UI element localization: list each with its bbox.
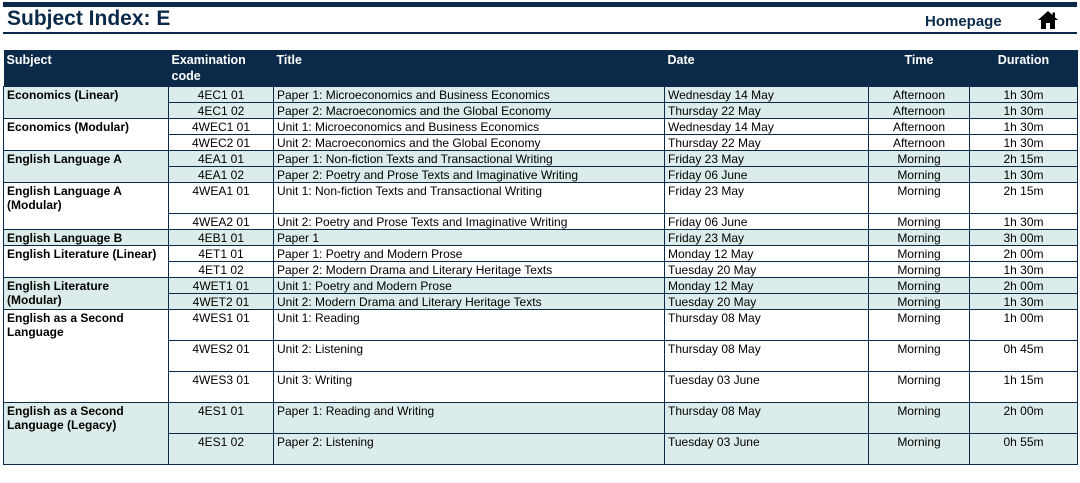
subject-cell: English as a Second Language: [4, 310, 169, 403]
subject-index-table: [3, 50, 1078, 465]
date-cell: Friday 06 June: [665, 167, 869, 183]
title-cell: Unit 2: Listening: [274, 341, 665, 372]
duration-cell: 1h 30m: [970, 103, 1078, 119]
column-header-date: Date: [665, 50, 869, 87]
column-header-title: Title: [274, 50, 665, 87]
time-cell: Afternoon: [869, 103, 970, 119]
subject-cell: English Literature (Modular): [4, 278, 169, 310]
code-cell: 4ES1 02: [169, 434, 274, 465]
code-cell: 4ES1 01: [169, 403, 274, 434]
time-cell: Morning: [869, 434, 970, 465]
time-cell: Afternoon: [869, 135, 970, 151]
subject-cell: Economics (Modular): [4, 119, 169, 151]
title-cell: Unit 1: Microeconomics and Business Economics: [274, 119, 665, 135]
table-row: [4, 278, 1078, 294]
duration-cell: 1h 00m: [970, 310, 1078, 341]
duration-cell: 2h 00m: [970, 246, 1078, 262]
time-cell: Morning: [869, 262, 970, 278]
code-cell: 4WEA2 01: [169, 214, 274, 230]
code-cell: 4EA1 01: [169, 151, 274, 167]
code-cell: 4WES2 01: [169, 341, 274, 372]
time-cell: Morning: [869, 230, 970, 246]
title-cell: Paper 2: Listening: [274, 434, 665, 465]
table-row: [4, 230, 1078, 246]
table-row: [4, 151, 1078, 167]
title-cell: Paper 1: Poetry and Modern Prose: [274, 246, 665, 262]
column-header-duration: Duration: [970, 50, 1078, 87]
page-title: Subject Index: E: [7, 7, 171, 30]
title-cell: Paper 2: Macroeconomics and the Global Economy: [274, 103, 665, 119]
title-cell: Unit 1: Poetry and Modern Prose: [274, 278, 665, 294]
subject-cell: Economics (Linear): [4, 87, 169, 119]
duration-cell: 1h 30m: [970, 167, 1078, 183]
duration-cell: 1h 30m: [970, 262, 1078, 278]
date-cell: Friday 23 May: [665, 183, 869, 214]
duration-cell: 3h 00m: [970, 230, 1078, 246]
date-cell: Tuesday 03 June: [665, 434, 869, 465]
column-header-time: Time: [869, 50, 970, 87]
table-row: [4, 119, 1078, 135]
time-cell: Morning: [869, 278, 970, 294]
date-cell: Tuesday 20 May: [665, 262, 869, 278]
column-header-subject: Subject: [4, 50, 169, 87]
title-cell: Unit 3: Writing: [274, 372, 665, 403]
home-icon[interactable]: [1037, 10, 1059, 30]
date-cell: Friday 23 May: [665, 230, 869, 246]
date-cell: Tuesday 20 May: [665, 294, 869, 310]
subject-cell: English Language A: [4, 151, 169, 183]
code-cell: 4WES3 01: [169, 372, 274, 403]
subject-cell: English as a Second Language (Legacy): [4, 403, 169, 465]
code-cell: 4ET1 01: [169, 246, 274, 262]
time-cell: Afternoon: [869, 119, 970, 135]
time-cell: Morning: [869, 183, 970, 214]
date-cell: Thursday 22 May: [665, 135, 869, 151]
code-cell: 4ET1 02: [169, 262, 274, 278]
duration-cell: 1h 15m: [970, 372, 1078, 403]
duration-cell: 1h 30m: [970, 119, 1078, 135]
duration-cell: 2h 00m: [970, 278, 1078, 294]
time-cell: Morning: [869, 214, 970, 230]
duration-cell: 0h 55m: [970, 434, 1078, 465]
code-cell: 4WET2 01: [169, 294, 274, 310]
time-cell: Morning: [869, 403, 970, 434]
duration-cell: 0h 45m: [970, 341, 1078, 372]
duration-cell: 1h 30m: [970, 135, 1078, 151]
subject-cell: English Language B: [4, 230, 169, 246]
table-row: [4, 403, 1078, 434]
date-cell: Thursday 08 May: [665, 310, 869, 341]
title-cell: Paper 2: Poetry and Prose Texts and Imaginative Writing: [274, 167, 665, 183]
table-row: [4, 246, 1078, 262]
code-cell: 4WEA1 01: [169, 183, 274, 214]
time-cell: Morning: [869, 372, 970, 403]
duration-cell: 1h 30m: [970, 214, 1078, 230]
time-cell: Morning: [869, 310, 970, 341]
code-cell: 4WET1 01: [169, 278, 274, 294]
time-cell: Morning: [869, 294, 970, 310]
date-cell: Monday 12 May: [665, 278, 869, 294]
date-cell: Monday 12 May: [665, 246, 869, 262]
title-cell: Paper 2: Modern Drama and Literary Heritage Texts: [274, 262, 665, 278]
title-cell: Unit 2: Modern Drama and Literary Heritage Texts: [274, 294, 665, 310]
date-cell: Wednesday 14 May: [665, 87, 869, 103]
date-cell: Friday 23 May: [665, 151, 869, 167]
date-cell: Friday 06 June: [665, 214, 869, 230]
code-cell: 4EB1 01: [169, 230, 274, 246]
duration-cell: 1h 30m: [970, 87, 1078, 103]
date-cell: Thursday 08 May: [665, 341, 869, 372]
date-cell: Wednesday 14 May: [665, 119, 869, 135]
table-row: [4, 183, 1078, 214]
code-cell: 4WES1 01: [169, 310, 274, 341]
duration-cell: 2h 15m: [970, 183, 1078, 214]
title-cell: Unit 1: Reading: [274, 310, 665, 341]
subject-cell: English Language A (Modular): [4, 183, 169, 230]
duration-cell: 1h 30m: [970, 294, 1078, 310]
subject-cell: English Literature (Linear): [4, 246, 169, 278]
title-cell: Paper 1: Reading and Writing: [274, 403, 665, 434]
time-cell: Morning: [869, 167, 970, 183]
title-cell: Unit 2: Poetry and Prose Texts and Imaginative Writing: [274, 214, 665, 230]
title-bar: [3, 7, 1077, 33]
title-underline: [3, 32, 1077, 34]
time-cell: Morning: [869, 246, 970, 262]
time-cell: Morning: [869, 341, 970, 372]
title-cell: Unit 2: Macroeconomics and the Global Economy: [274, 135, 665, 151]
title-cell: Paper 1: [274, 230, 665, 246]
code-cell: 4EC1 01: [169, 87, 274, 103]
duration-cell: 2h 00m: [970, 403, 1078, 434]
code-cell: 4WEC2 01: [169, 135, 274, 151]
table-row: [4, 310, 1078, 341]
title-cell: Paper 1: Microeconomics and Business Economics: [274, 87, 665, 103]
code-cell: 4EC1 02: [169, 103, 274, 119]
code-cell: 4EA1 02: [169, 167, 274, 183]
code-cell: 4WEC1 01: [169, 119, 274, 135]
table-row: [4, 87, 1078, 103]
time-cell: Morning: [869, 151, 970, 167]
title-cell: Paper 1: Non-fiction Texts and Transactional Writing: [274, 151, 665, 167]
homepage-link[interactable]: Homepage: [925, 13, 1002, 30]
time-cell: Afternoon: [869, 87, 970, 103]
duration-cell: 2h 15m: [970, 151, 1078, 167]
column-header-code: Examination code: [169, 50, 274, 87]
table-header-row: [4, 50, 1078, 87]
date-cell: Thursday 22 May: [665, 103, 869, 119]
date-cell: Tuesday 03 June: [665, 372, 869, 403]
title-cell: Unit 1: Non-fiction Texts and Transactional Writing: [274, 183, 665, 214]
date-cell: Thursday 08 May: [665, 403, 869, 434]
